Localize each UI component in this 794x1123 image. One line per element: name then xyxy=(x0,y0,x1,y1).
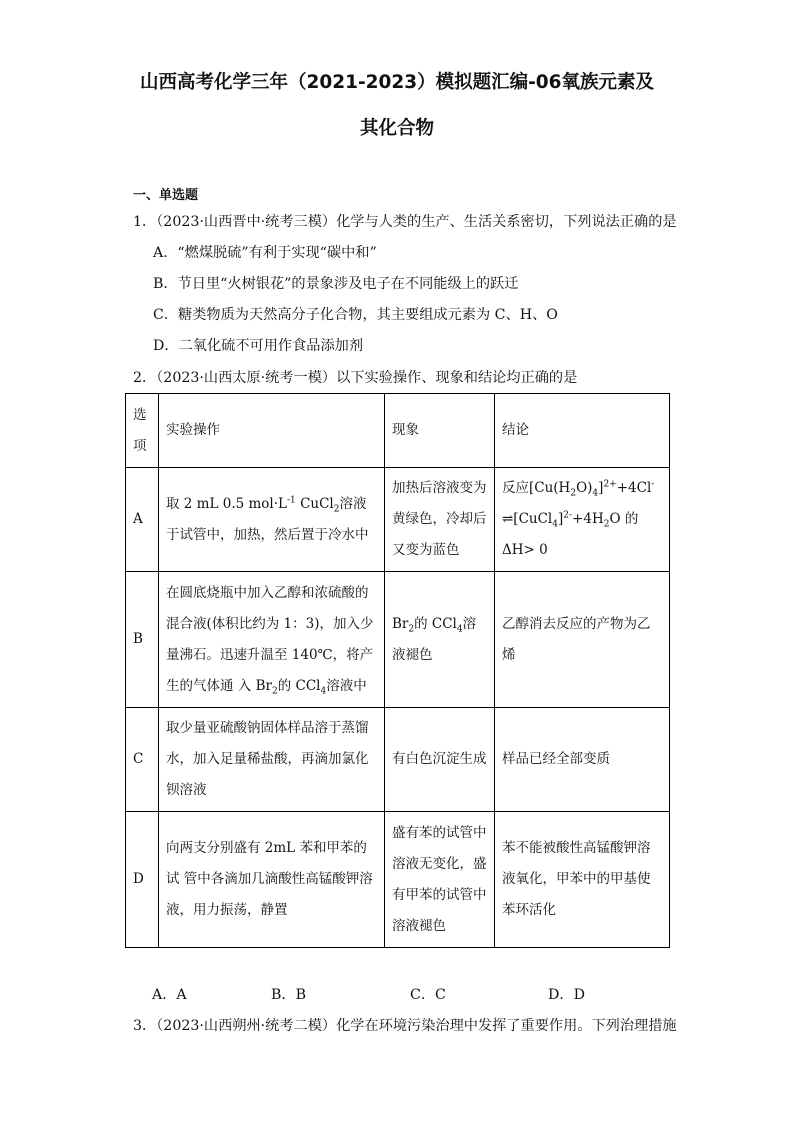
section-heading: 一、单选题 xyxy=(133,188,199,203)
question-1-option-d: D．二氧化硫不可用作食品添加剂 xyxy=(153,338,364,354)
header-phenomenon: 现象 xyxy=(385,394,495,468)
table-row-c xyxy=(126,708,670,812)
row-d-operation: 向两支分别盛有 2mL 苯和甲苯的试 管中各滴加几滴酸性高锰酸钾溶液，用力振荡，静置 xyxy=(159,812,385,948)
row-a-option: A xyxy=(126,468,159,572)
row-b-option: B xyxy=(126,572,159,708)
document-title-line1: 山西高考化学三年（2021-2023）模拟题汇编-06氧族元素及 xyxy=(139,72,655,93)
question-1-stem: 1．（2023·山西晋中·统考三模）化学与人类的生产、生活关系密切，下列说法正确的是 xyxy=(133,214,677,230)
table-row-b xyxy=(126,572,670,708)
row-d-conclusion: 苯不能被酸性高锰酸钾溶液氧化，甲苯中的甲基使苯环活化 xyxy=(495,812,670,948)
question-1-option-b: B．节日里“火树银花”的景象涉及电子在不同能级上的跃迁 xyxy=(153,276,519,292)
header-operation: 实验操作 xyxy=(159,394,385,468)
header-conclusion: 结论 xyxy=(495,394,670,468)
experiment-table xyxy=(125,393,670,948)
row-a-phenomenon: 加热后溶液变为黄绿色，冷却后又变为蓝色 xyxy=(385,468,495,572)
question-2-stem: 2．（2023·山西太原·统考一模）以下实验操作、现象和结论均正确的是 xyxy=(133,370,578,386)
question-1-option-c: C．糖类物质为天然高分子化合物，其主要组成元素为 C、H、O xyxy=(153,307,558,323)
question-3-stem: 3．（2023·山西朔州·统考二模）化学在环境污染治理中发挥了重要作用。下列治理措施 xyxy=(133,1018,677,1034)
answer-option-a: A．A xyxy=(152,987,187,1003)
document-title-line2: 其化合物 xyxy=(359,118,434,139)
answer-option-b: B．B xyxy=(271,987,307,1003)
answer-option-c: C．C xyxy=(410,987,446,1003)
row-c-conclusion: 样品已经全部变质 xyxy=(495,708,670,812)
row-a-operation: 取 2 mL 0.5 $mol\cdot L^{-1}$ CuCl$_2$溶液于试管中，加热，然后置于冷水中 xyxy=(159,468,385,572)
header-option: 选项 xyxy=(126,394,159,468)
question-1-option-a: A．“燃煤脱硫”有利于实现“碳中和” xyxy=(153,245,377,261)
row-a-conclusion: 反应$[Cu(H_2O)_4]^{2+}+4Cl^-$ $\rightleftharpoons[CuCl_4]^{2-}+4H_2O$ 的 ΔH> 0 xyxy=(495,468,670,572)
row-b-operation: 在圆底烧瓶中加入乙醇和浓硫酸的混合液(体积比约为 1：3)，加入少量沸石。迅速升温至 140℃，将产生的气体通 入 $Br_2$的 CCl$_4$溶液中 xyxy=(159,572,385,708)
row-d-option: D xyxy=(126,812,159,948)
row-c-option: C xyxy=(126,708,159,812)
row-b-phenomenon: $Br_2$的 CCl$_4$溶液褪色 xyxy=(385,572,495,708)
row-c-operation: 取少量亚硫酸钠固体样品溶于蒸馏水，加入足量稀盐酸，再滴加氯化钡溶液 xyxy=(159,708,385,812)
table-header-row xyxy=(126,394,670,468)
row-c-phenomenon: 有白色沉淀生成 xyxy=(385,708,495,812)
answer-option-d: D．D xyxy=(548,987,585,1003)
table-row-a xyxy=(126,468,670,572)
row-b-conclusion: 乙醇消去反应的产物为乙烯 xyxy=(495,572,670,708)
row-d-phenomenon: 盛有苯的试管中溶液无变化，盛有甲苯的试管中溶液褪色 xyxy=(385,812,495,948)
table-row-d xyxy=(126,812,670,948)
